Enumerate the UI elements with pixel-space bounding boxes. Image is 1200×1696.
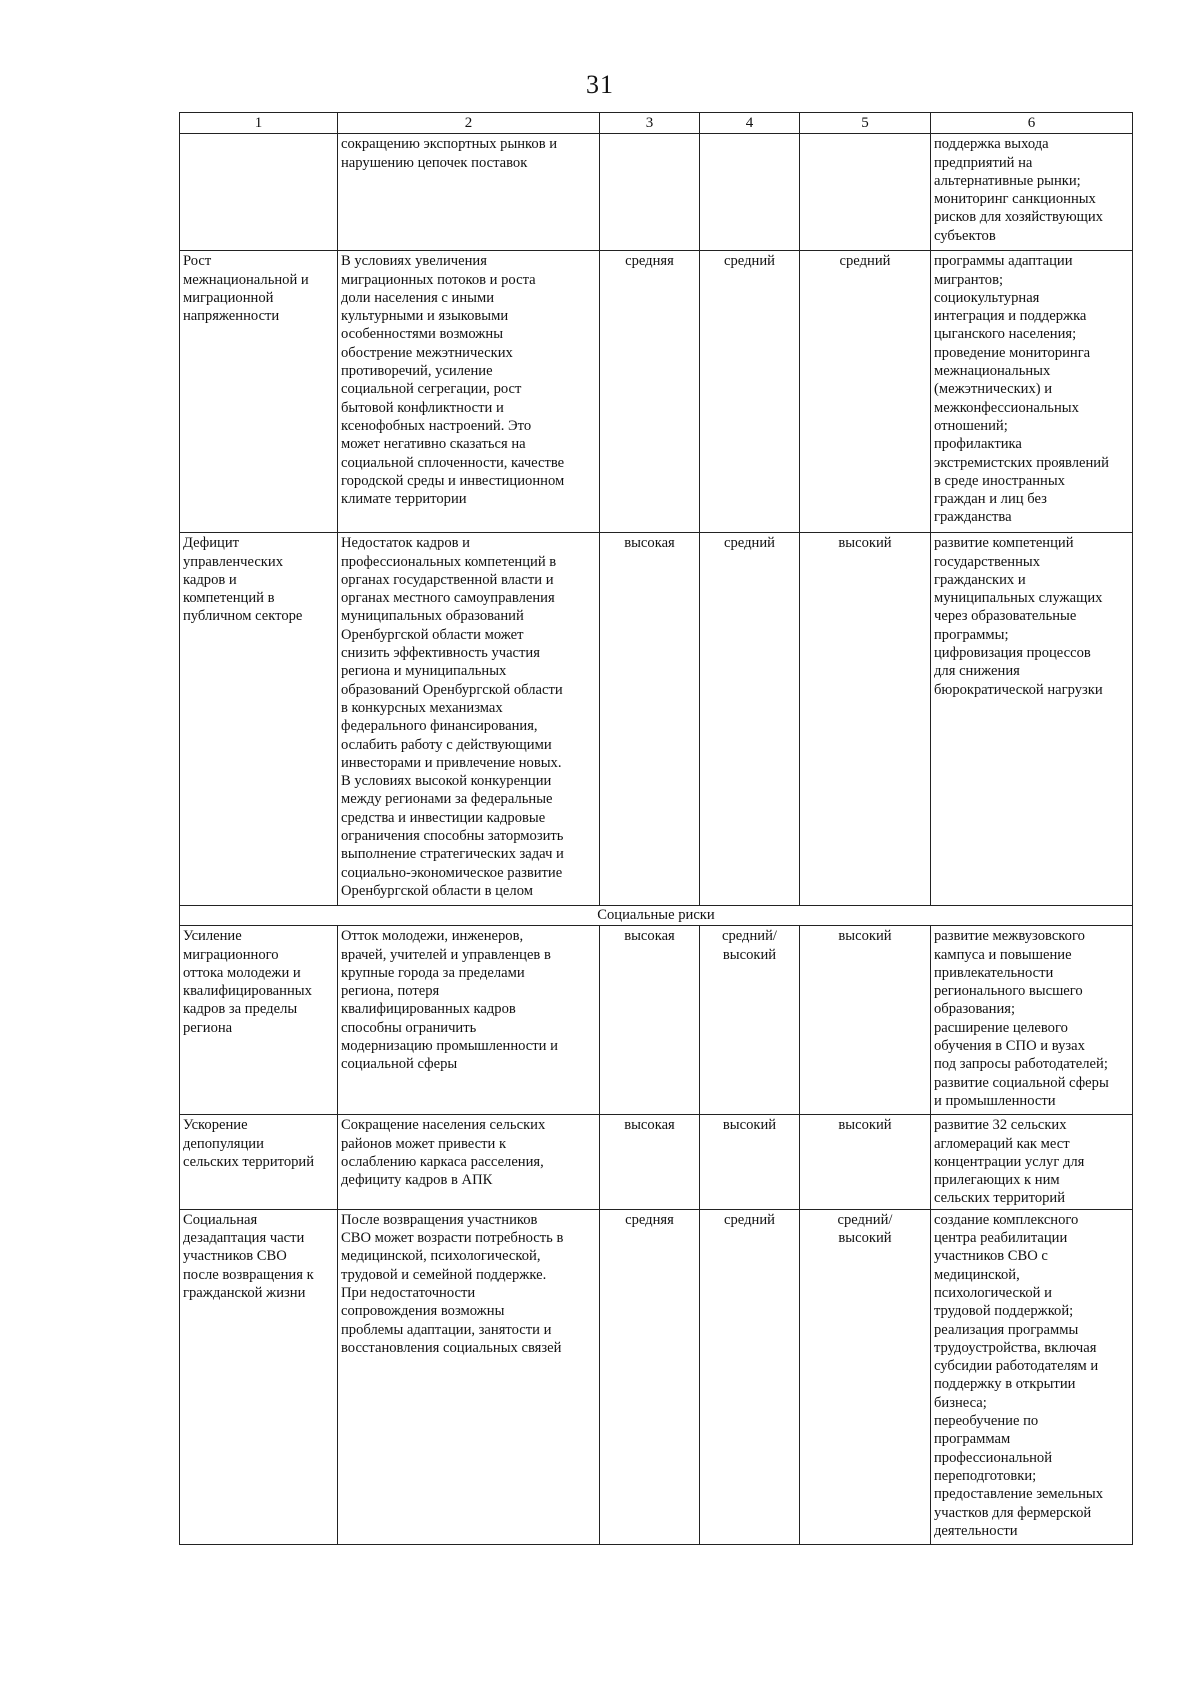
risk-name-cell: Дефицит управленческих кадров и компетенций в публичном секторе <box>180 533 338 906</box>
risk-name-cell <box>180 134 338 251</box>
risk-name-cell: Рост межнациональной и миграционной напряженности <box>180 251 338 533</box>
table-header-row <box>180 113 1133 134</box>
probability-cell: средняя <box>600 1209 700 1544</box>
risk-level-cell: высокий <box>800 533 931 906</box>
impact-cell: средний/ высокий <box>700 926 800 1115</box>
column-header-4: 4 <box>700 113 800 134</box>
probability-cell: высокая <box>600 926 700 1115</box>
measures-cell: развитие 32 сельских агломераций как мест концентрации услуг для прилегающих к ним сельских территорий <box>931 1115 1133 1209</box>
page-number: 31 <box>586 70 614 99</box>
risk-description-cell: Недостаток кадров и профессиональных компетенций в органах государственной власти и органах местного самоуправления муниципальных образований Оренбургской области может снизить эффективность участия региона и муниципальных образований Оренбургской области в конкурсных механизмах федерального финансирования, ослабить работу с действующими инвесторами и привлечение новых. В условиях высокой конкуренции между регионами за федеральные средства и инвестиции кадровые ограничения способны затормозить выполнение стратегических задач и социально-экономическое развитие Оренбургской области в целом <box>338 533 600 906</box>
column-header-6: 6 <box>931 113 1133 134</box>
impact-cell: средний <box>700 251 800 533</box>
table-row <box>180 533 1133 906</box>
column-header-3: 3 <box>600 113 700 134</box>
table-row <box>180 926 1133 1115</box>
risk-level-cell <box>800 134 931 251</box>
table-row <box>180 1115 1133 1209</box>
section-row <box>180 906 1133 926</box>
impact-cell: высокий <box>700 1115 800 1209</box>
table-row <box>180 251 1133 533</box>
risk-description-cell: Сокращение населения сельских районов может привести к ослаблению каркаса расселения, дефициту кадров в АПК <box>338 1115 600 1209</box>
risk-level-cell: средний/ высокий <box>800 1209 931 1544</box>
column-header-5: 5 <box>800 113 931 134</box>
impact-cell: средний <box>700 533 800 906</box>
impact-cell: средний <box>700 1209 800 1544</box>
measures-cell: развитие межвузовского кампуса и повышение привлекательности регионального высшего образования; расширение целевого обучения в СПО и вузах под запросы работодателей; развитие социальной сферы и промышленности <box>931 926 1133 1115</box>
probability-cell <box>600 134 700 251</box>
measures-cell: программы адаптации мигрантов; социокультурная интеграция и поддержка цыганского населения; проведение мониторинга межнациональных (межэтнических) и межконфессиональных отношений; профилактика экстремистских проявлений в среде иностранных граждан и лиц без гражданства <box>931 251 1133 533</box>
column-header-1: 1 <box>180 113 338 134</box>
measures-cell: развитие компетенций государственных гражданских и муниципальных служащих через образовательные программы; цифровизация процессов для снижения бюрократической нагрузки <box>931 533 1133 906</box>
probability-cell: высокая <box>600 1115 700 1209</box>
risk-name-cell: Социальная дезадаптация части участников СВО после возвращения к гражданской жизни <box>180 1209 338 1544</box>
probability-cell: высокая <box>600 533 700 906</box>
measures-cell: поддержка выхода предприятий на альтернативные рынки; мониторинг санкционных рисков для хозяйствующих субъектов <box>931 134 1133 251</box>
risk-description-cell: После возвращения участников СВО может возрасти потребность в медицинской, психологической, трудовой и семейной поддержке. При недостаточности сопровождения возможны проблемы адаптации, занятости и восстановления социальных связей <box>338 1209 600 1544</box>
measures-cell: создание комплексного центра реабилитации участников СВО с медицинской, психологической и трудовой поддержкой; реализация программы трудоустройства, включая субсидии работодателям и поддержку в открытии бизнеса; переобучение по программам профессиональной переподготовки; предоставление земельных участков для фермерской деятельности <box>931 1209 1133 1544</box>
probability-cell: средняя <box>600 251 700 533</box>
risk-table <box>179 112 1133 1545</box>
impact-cell <box>700 134 800 251</box>
risk-level-cell: средний <box>800 251 931 533</box>
risk-level-cell: высокий <box>800 1115 931 1209</box>
risk-level-cell: высокий <box>800 926 931 1115</box>
table-row <box>180 1209 1133 1544</box>
risk-name-cell: Ускорение депопуляции сельских территорий <box>180 1115 338 1209</box>
risk-description-cell: Отток молодежи, инженеров, врачей, учителей и управленцев в крупные города за пределами региона, потеря квалифицированных кадров способны ограничить модернизацию промышленности и социальной сферы <box>338 926 600 1115</box>
column-header-2: 2 <box>338 113 600 134</box>
risk-name-cell: Усиление миграционного оттока молодежи и квалифицированных кадров за пределы региона <box>180 926 338 1115</box>
section-title: Социальные риски <box>180 906 1133 926</box>
risk-description-cell: сокращению экспортных рынков и нарушению цепочек поставок <box>338 134 600 251</box>
risk-description-cell: В условиях увеличения миграционных потоков и роста доли населения с иными культурными и языковыми особенностями возможны обострение межэтнических противоречий, усиление социальной сегрегации, рост бытовой конфликтности и ксенофобных настроений. Это может негативно сказаться на социальной сплоченности, качестве городской среды и инвестиционном климате территории <box>338 251 600 533</box>
table-row <box>180 134 1133 251</box>
